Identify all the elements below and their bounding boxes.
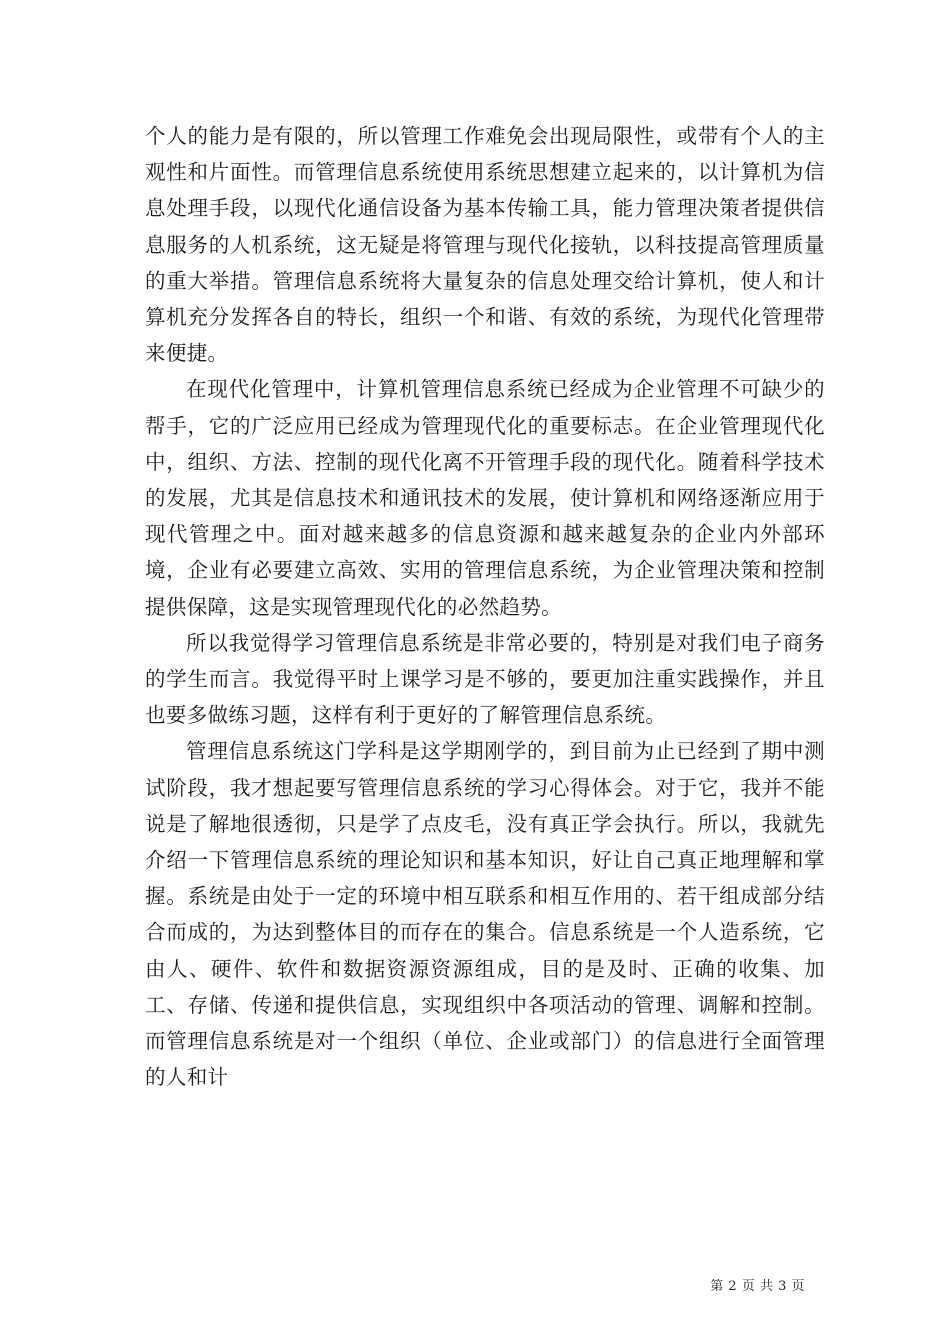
- paragraph-3: 所以我觉得学习管理信息系统是非常必要的，特别是对我们电子商务的学生而言。我觉得平时上课学习是不够的，要更加注重实践操作，并且也要多做练习题，这样有利于更好的了解管理信息系统。: [145, 630, 825, 728]
- paragraph-1: 个人的能力是有限的，所以管理工作难免会出现局限性，或带有个人的主观性和片面性。而管理信息系统使用系统思想建立起来的，以计算机为信息处理手段，以现代化通信设备为基本传输工具，能力管理决策者提供信息服务的人机系统，这无疑是将管理与现代化接轨，以科技提高管理质量的重大举措。管理信息系统将大量复杂的信息处理交给计算机，使人和计算机充分发挥各自的特长，组织一个和谐、有效的系统，为现代化管理带来便捷。: [145, 124, 825, 366]
- page-number-footer: 第 2 页 共 3 页: [710, 1279, 805, 1294]
- body-text: [145, 118, 825, 1095]
- paragraph-4: 管理信息系统这门学科是这学期刚学的，到目前为止已经到了期中测试阶段，我才想起要写管理信息系统的学习心得体会。对于它，我并不能说是了解地很透彻，只是学了点皮毛，没有真正学会执行。所以，我就先介绍一下管理信息系统的理论知识和基本知识，好让自己真正地理解和掌握。系统是由处于一定的环境中相互联系和相互作用的、若干组成部分结合而成的，为达到整体目的而存在的集合。信息系统是一个人造系统，它由人、硬件、软件和数据资源资源组成，目的是及时、正确的收集、加工、存储、传递和提供信息，实现组织中各项活动的管理、调解和控制。而管理信息系统是对一个组织（单位、企业或部门）的信息进行全面管理的人和计: [145, 739, 825, 1090]
- paragraph-2: 在现代化管理中，计算机管理信息系统已经成为企业管理不可缺少的帮手，它的广泛应用已经成为管理现代化的重要标志。在企业管理现代化中，组织、方法、控制的现代化离不开管理手段的现代化。随着科学技术的发展，尤其是信息技术和通讯技术的发展，使计算机和网络逐渐应用于现代管理之中。面对越来越多的信息资源和越来越复杂的企业内外部环境，企业有必要建立高效、实用的管理信息系统，为企业管理决策和控制提供保障，这是实现管理现代化的必然趋势。: [145, 377, 825, 619]
